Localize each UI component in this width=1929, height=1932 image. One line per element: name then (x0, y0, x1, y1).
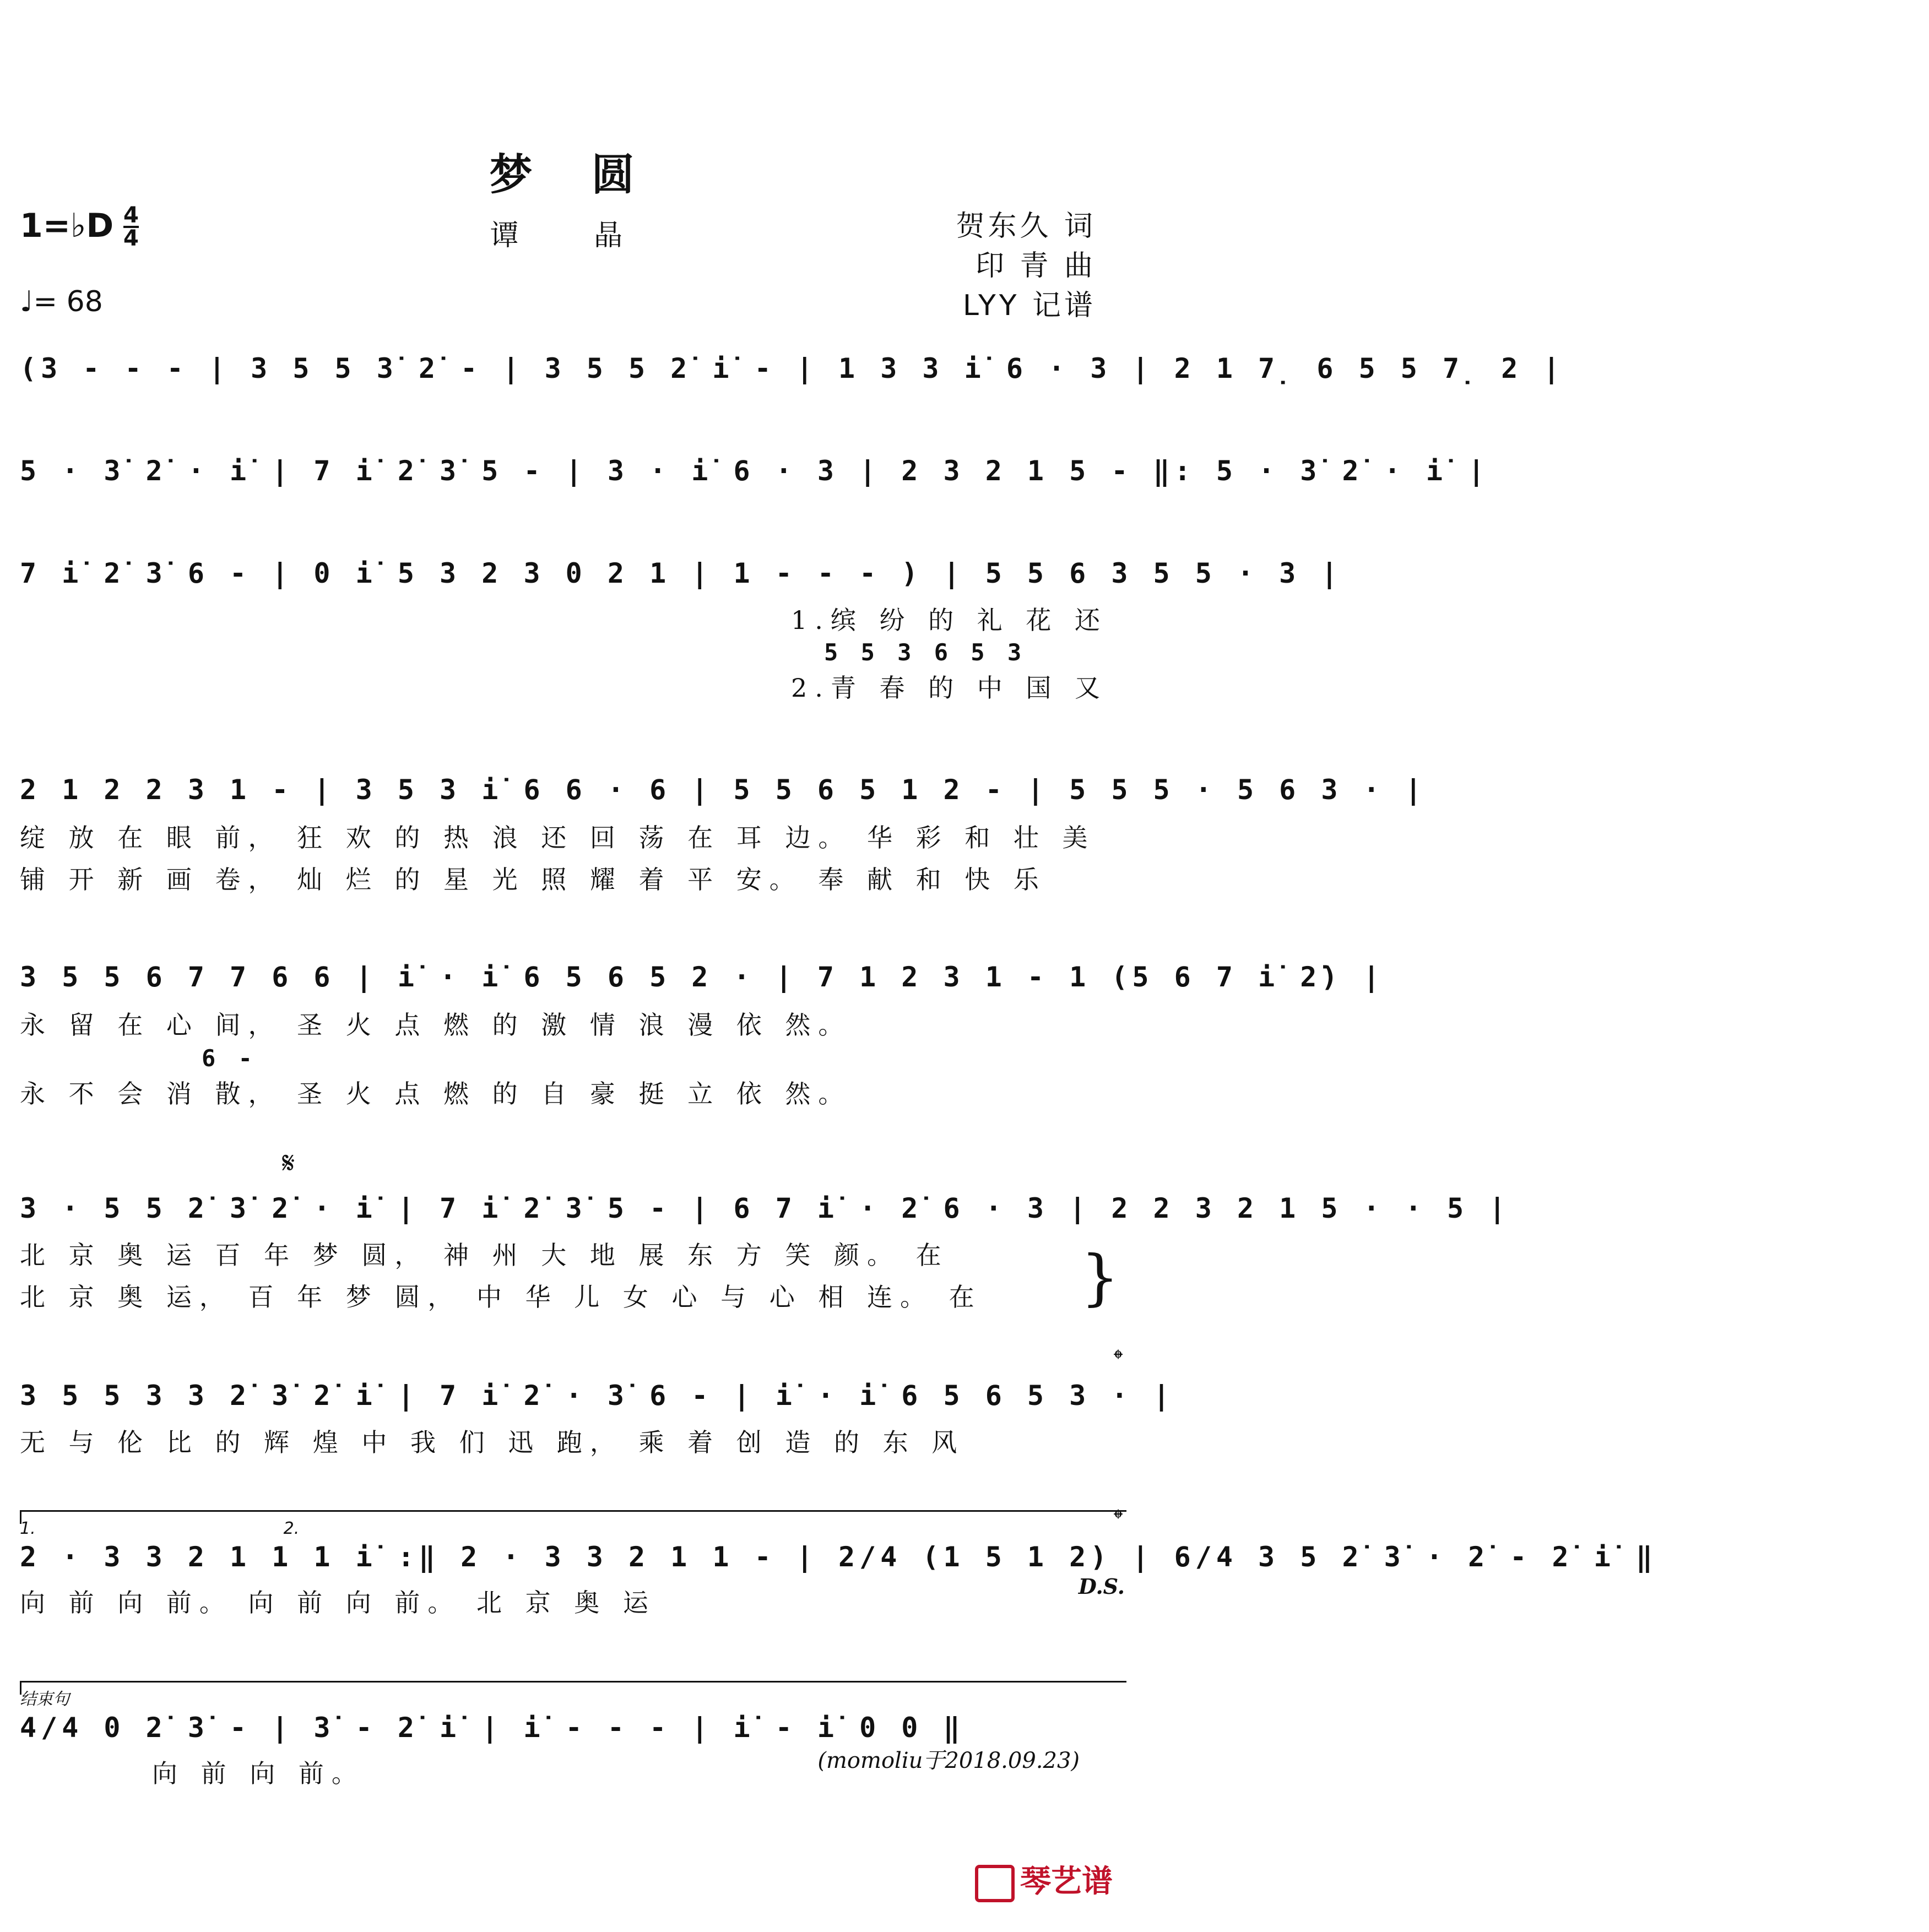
score-system-1 (20, 352, 1564, 384)
lyric-verse-2: 2.青 春 的 中 国 又 (791, 673, 1108, 703)
transcriber-credit: LYY 记谱 (962, 289, 1096, 322)
composer-credit: 印 青 曲 (975, 249, 1096, 283)
volta-label: 1. 2. (20, 1519, 300, 1538)
alt-notation-row: 6 - (202, 1045, 257, 1072)
notation-row: 7 i̇ 2̇ 3̇ 6 - | 0 i̇ 5 3 2 3 0 2 1 | 1 - - - ) | 5 5 6 3 5 5 · 3 | (20, 557, 1342, 589)
ending-label: 结束句 (20, 1690, 69, 1709)
lyric-verse-1: 1.缤 纷 的 礼 花 还 (791, 605, 1108, 635)
tempo-marking: ♩= 68 (20, 285, 103, 318)
score-system-5 (20, 961, 1384, 1110)
notation-row: 5 · 3̇ 2̇ · i̇ | 7 i̇ 2̇ 3̇ 5 - | 3 · i̇ 6 · 3 | 2 3 2 1 5 - ‖: 5 · 3̇ 2̇ · i̇ | (20, 455, 1489, 487)
score-system-2 (20, 455, 1489, 487)
lyric-verse-2: 铺 开 新 画 卷， 灿 烂 的 星 光 照 耀 着 平 安。 奉 献 和 快 乐 (20, 865, 1047, 894)
time-signature (123, 205, 139, 249)
score-system-8 (20, 1515, 1657, 1619)
score-system-3 (20, 557, 1342, 704)
lyricist-credit: 贺东久 词 (956, 210, 1096, 243)
page-title: 梦 圆 (489, 150, 657, 200)
key-signature: 1=♭D (20, 207, 114, 245)
lyric-verse-1: 向 前 向 前。 向 前 向 前。 北 京 奥 运 (20, 1588, 656, 1618)
transcriber-signature: (momoliu于2018.09.23) (817, 1748, 1080, 1773)
notation-row: 2 · 3 3 2 1 1 1 i̇ :‖ 2 · 3 3 2 1 1 - | 2/4 (1 5 1 2) | 6/4 3 5 2̇ 3̇ · 2̇ - 2̇ i̇ ‖ (20, 1541, 1657, 1573)
lyric-verse-1: 无 与 伦 比 的 辉 煌 中 我 们 迅 跑， 乘 着 创 造 的 东 风 (20, 1428, 965, 1457)
score-system-4 (20, 774, 1426, 896)
site-logo (975, 1857, 1113, 1902)
lyric-verse-1: 北 京 奥 运 百 年 梦 圆， 神 州 大 地 展 东 方 笑 颜。 在 (20, 1240, 949, 1270)
score-system-7 (20, 1380, 1174, 1459)
coda-icon: 𝄌 (1114, 1504, 1123, 1533)
lyric-verse-1: 向 前 向 前。 (152, 1759, 365, 1788)
time-sig-top: 4 (123, 203, 139, 228)
logo-icon (975, 1865, 1015, 1902)
segno-icon: 𝄋 (282, 1146, 295, 1180)
singer-name: 谭 晶 (490, 219, 656, 252)
ds-marking: D.S. (1078, 1574, 1125, 1599)
notation-row: 3 5 5 3 3 2̇ 3̇ 2̇ i̇ | 7 i̇ 2̇ · 3̇ 6 - | i̇ · i̇ 6 5 6 5 3 · | (20, 1380, 1174, 1412)
lyric-verse-2: 北 京 奥 运， 百 年 梦 圆， 中 华 儿 女 心 与 心 相 连。 在 (20, 1282, 982, 1312)
notation-row: 3 5 5 6 7 7 6 6 | i̇ · i̇ 6 5 6 5 2 · | 7 1 2 3 1 - 1 (5 6 7 i̇ 2̇) | (20, 961, 1384, 993)
lyric-verse-2: 永 不 会 消 散， 圣 火 点 燃 的 自 豪 挺 立 依 然。 (20, 1079, 852, 1109)
notation-row: 3 · 5 5 2̇ 3̇ 2̇ · i̇ | 7 i̇ 2̇ 3̇ 5 - | 6 7 i̇ · 2̇ 6 · 3 | 2 2 3 2 1 5 · · 5 | (20, 1192, 1510, 1224)
time-sig-bottom: 4 (123, 226, 139, 251)
notation-row: (3 - - - | 3 5 5 3̇ 2̇ - | 3 5 5 2̇ i̇ - | 1 3 3 i̇ 6 · 3 | 2 1 7̣ 6 5 5 7̣ 2 | (20, 352, 1564, 384)
lyric-verse-1: 永 留 在 心 间， 圣 火 点 燃 的 激 情 浪 漫 依 然。 (20, 1010, 852, 1040)
coda-icon: 𝄌 (1114, 1344, 1123, 1374)
verse-brace: } (1081, 1242, 1119, 1312)
notation-row: 4/4 0 2̇ 3̇ - | 3̇ - 2̇ i̇ | i̇ - - - | i̇ - i̇ 0 0 ‖ (20, 1712, 964, 1744)
notation-row: 2 1 2 2 3 1 - | 3 5 3 i̇ 6 6 · 6 | 5 5 6 5 1 2 - | 5 5 5 · 5 6 3 · | (20, 774, 1426, 806)
alt-notation-row: 5 5 3 6 5 3 (824, 639, 1026, 666)
logo-text: 琴艺谱 (1020, 1864, 1113, 1900)
lyric-verse-1: 绽 放 在 眼 前， 狂 欢 的 热 浪 还 回 荡 在 耳 边。 华 彩 和 壮 美 (20, 823, 1096, 853)
score-system-6 (20, 1192, 1510, 1314)
